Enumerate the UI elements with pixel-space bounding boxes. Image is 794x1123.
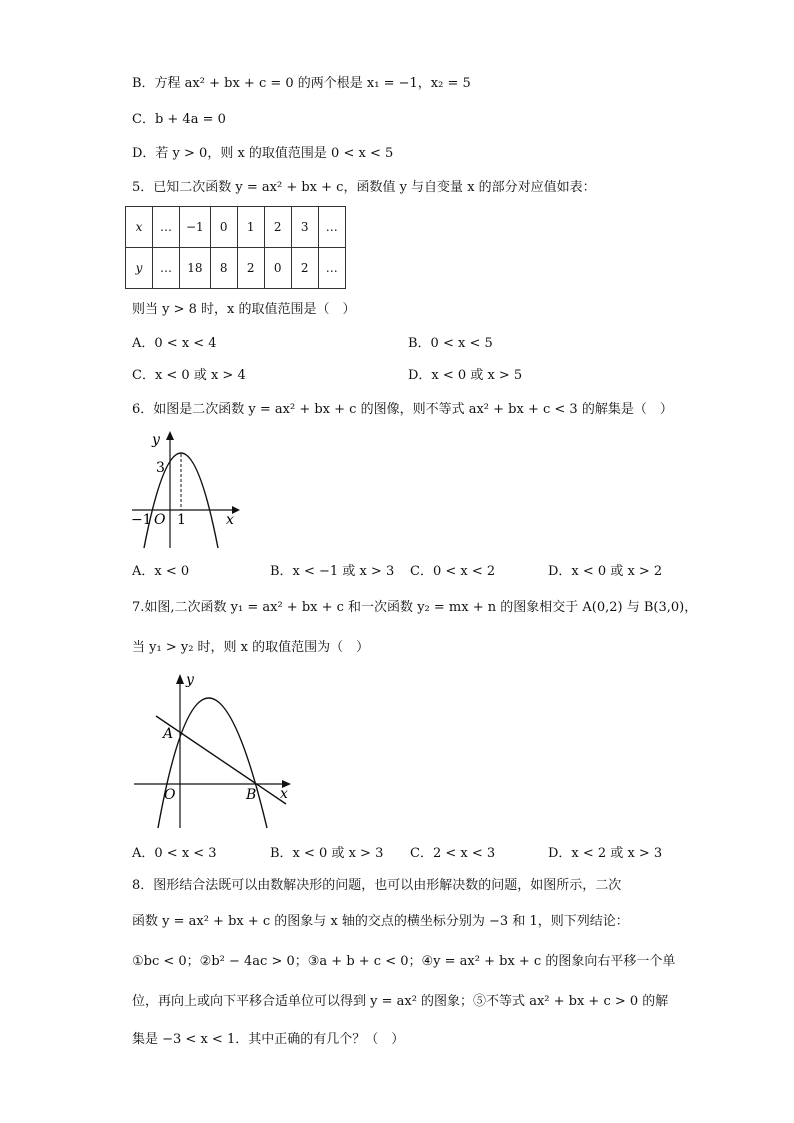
q5-option-c: C．x < 0 或 x > 4 bbox=[132, 368, 246, 383]
table-cell: 0 bbox=[210, 207, 237, 248]
q8-line-1: 8．图形结合法既可以由数解决形的问题，也可以由形解决数的问题，如图所示，二次 bbox=[132, 878, 622, 893]
q4-option-c: C．b + 4a = 0 bbox=[132, 112, 226, 127]
q6-stem: 6．如图是二次函数 y = ax² + bx + c 的图像，则不等式 ax² + bx + c < 3 的解集是（ ） bbox=[132, 402, 673, 417]
y-axis-label: y bbox=[152, 432, 160, 448]
table-row bbox=[126, 248, 346, 289]
label-1: 1 bbox=[177, 512, 186, 528]
table-cell: … bbox=[153, 248, 180, 289]
parabola-curve bbox=[158, 698, 267, 828]
table-cell: 2 bbox=[291, 248, 318, 289]
table-cell: 2 bbox=[264, 207, 291, 248]
label-3: 3 bbox=[156, 460, 165, 476]
x-axis-label: x bbox=[280, 786, 288, 802]
q5-option-b: B．0 < x < 5 bbox=[408, 336, 493, 351]
table-row bbox=[126, 207, 346, 248]
q5-option-d: D．x < 0 或 x > 5 bbox=[408, 368, 523, 383]
q7-stem: 7.如图,二次函数 y₁ = ax² + bx + c 和一次函数 y₂ = mx + n 的图象相交于 A(0,2) 与 B(3,0)， bbox=[132, 600, 698, 615]
q8-line-5: 集是 −3 < x < 1．其中正确的有几个？（ ） bbox=[132, 1032, 405, 1047]
q7-stem-2: 当 y₁ > y₂ 时，则 x 的取值范围为（ ） bbox=[132, 640, 370, 655]
origin-label: O bbox=[154, 512, 166, 528]
q5-question: 则当 y > 8 时，x 的取值范围是（ ） bbox=[132, 302, 356, 317]
q8-line-4: 位，再向上或向下平移合适单位可以得到 y = ax² 的图象；⑤不等式 ax² + bx + c > 0 的解 bbox=[132, 994, 669, 1009]
table-cell: 18 bbox=[180, 248, 211, 289]
table-cell: y bbox=[126, 248, 153, 289]
table-cell: 1 bbox=[237, 207, 264, 248]
table-cell: x bbox=[126, 207, 153, 248]
q5-value-table bbox=[125, 206, 346, 289]
table-cell: 3 bbox=[291, 207, 318, 248]
linear-line bbox=[156, 716, 286, 804]
q7-option-a: A．0 < x < 3 bbox=[132, 846, 217, 861]
q8-line-2: 函数 y = ax² + bx + c 的图象与 x 轴的交点的横坐标分别为 −3 和 1，则下列结论： bbox=[132, 914, 629, 929]
y-axis-arrow bbox=[176, 674, 184, 684]
x-axis-label: x bbox=[226, 512, 234, 528]
q6-option-b: B．x < −1 或 x > 3 bbox=[270, 564, 395, 579]
q5-option-a: A．0 < x < 4 bbox=[132, 336, 217, 351]
q6-option-c: C．0 < x < 2 bbox=[410, 564, 496, 579]
point-a-label: A bbox=[163, 726, 174, 742]
table-cell: … bbox=[318, 248, 345, 289]
table-cell: … bbox=[318, 207, 345, 248]
table-cell: 0 bbox=[264, 248, 291, 289]
label-neg1: −1 bbox=[131, 512, 152, 528]
q6-option-a: A．x < 0 bbox=[132, 564, 190, 579]
q8-line-3: ①bc < 0；②b² − 4ac > 0；③a + b + c < 0；④y = ax² + bx + c 的图象向右平移一个单 bbox=[132, 954, 676, 969]
q7-option-d: D．x < 2 或 x > 3 bbox=[548, 846, 663, 861]
origin-label: O bbox=[164, 787, 176, 803]
point-b-label: B bbox=[246, 787, 257, 803]
table-cell: 8 bbox=[210, 248, 237, 289]
table-cell: −1 bbox=[180, 207, 211, 248]
table-cell: 2 bbox=[237, 248, 264, 289]
y-axis-arrow bbox=[166, 431, 174, 440]
q4-option-d: D．若 y > 0，则 x 的取值范围是 0 < x < 5 bbox=[132, 146, 394, 161]
y-axis-label: y bbox=[186, 672, 194, 688]
q7-option-b: B．x < 0 或 x > 3 bbox=[270, 846, 384, 861]
q7-option-c: C．2 < x < 3 bbox=[410, 846, 496, 861]
table-cell: … bbox=[153, 207, 180, 248]
q5-stem: 5．已知二次函数 y = ax² + bx + c，函数值 y 与自变量 x 的部分对应值如表： bbox=[132, 180, 596, 195]
q6-option-d: D．x < 0 或 x > 2 bbox=[548, 564, 663, 579]
q4-option-b: B．方程 ax² + bx + c = 0 的两个根是 x₁ = −1，x₂ = 5 bbox=[132, 76, 471, 91]
q6-parabola-graph bbox=[128, 428, 248, 550]
q7-graph bbox=[130, 668, 300, 830]
